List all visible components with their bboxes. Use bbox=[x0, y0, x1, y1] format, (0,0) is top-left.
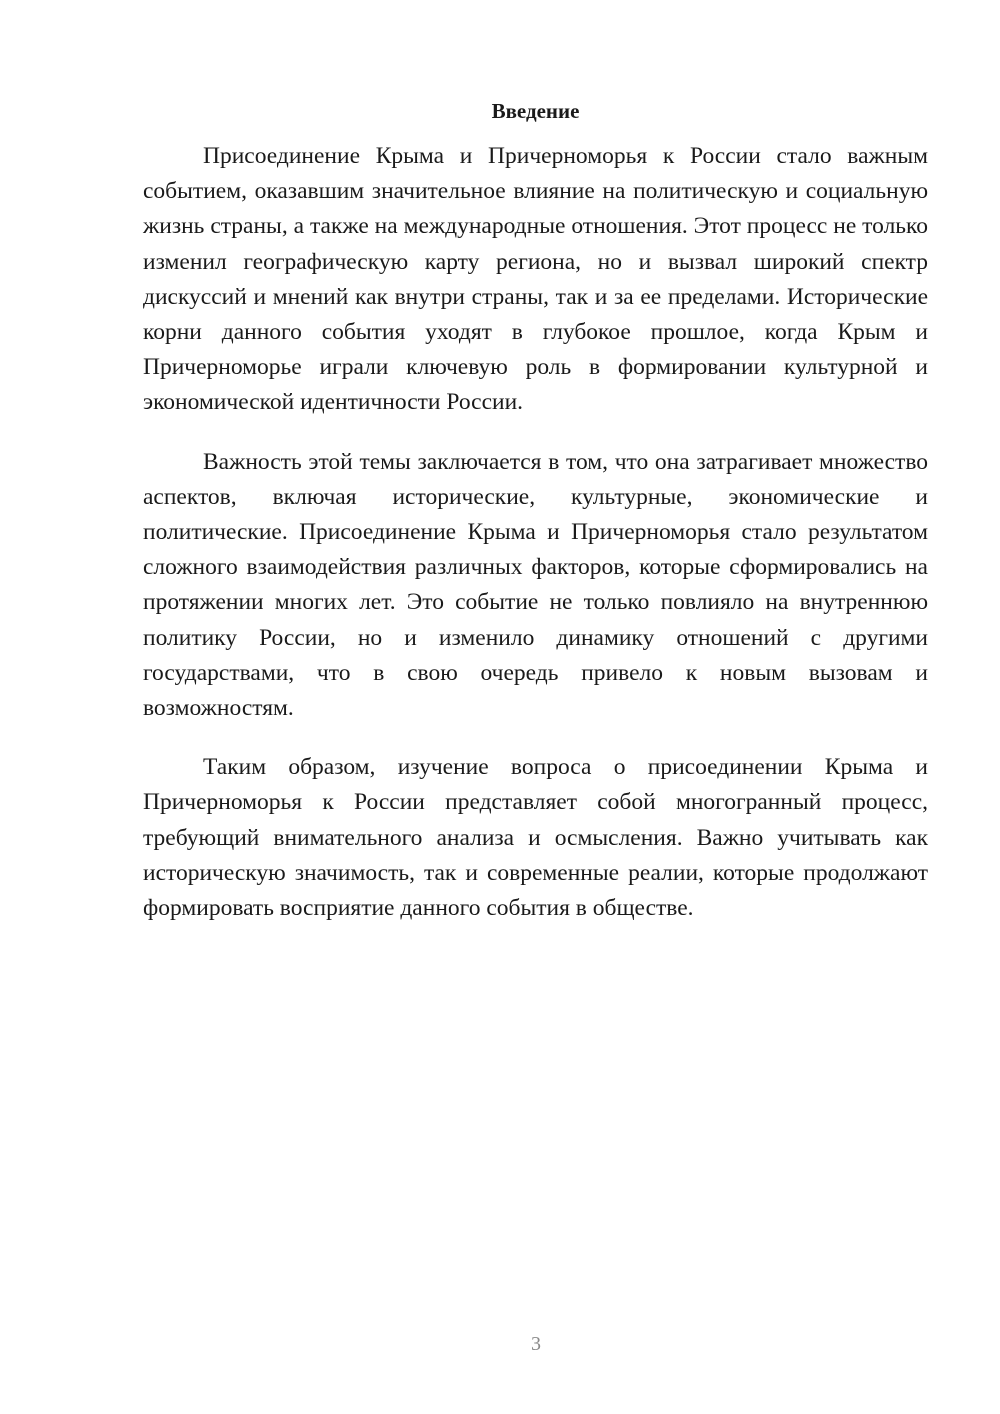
paragraph-2: Важность этой темы заключается в том, что она затрагивает множество аспектов, включая исторические, культурные, экономические и политические. Присоединение Крыма и Причерноморья стало результатом сложного взаимодействия различных факторов, которые сформировались на протяжении многих лет. Это событие не только повлияло на внутреннюю политику России, но и изменило динамику отношений с другими государствами, что в свою очередь привело к новым вызовам и возможностям. bbox=[143, 448, 928, 722]
paragraph-3: Таким образом, изучение вопроса о присоединении Крыма и Причерноморья к России представляет собой многогранный процесс, требующий внимательного анализа и осмысления. Важно учитывать как историческую значимость, так и современные реалии, которые продолжают формировать восприятие данного события в обществе. bbox=[143, 754, 928, 922]
paragraph-1: Присоединение Крыма и Причерноморья к России стало важным событием, оказавшим значительное влияние на политическую и социальную жизнь страны, а также на международные отношения. Этот процесс не только изменил географическую карту региона, но и вызвал широкий спектр дискуссий и мнений как внутри страны, так и за ее пределами. Исторические корни данного события уходят в глубокое прошлое, когда Крым и Причерноморье играли ключевую роль в формировании культурной и экономической идентичности России. bbox=[143, 143, 928, 416]
page-number: 3 bbox=[531, 1333, 541, 1355]
page-content bbox=[143, 95, 928, 950]
section-heading: Введение bbox=[491, 99, 580, 123]
